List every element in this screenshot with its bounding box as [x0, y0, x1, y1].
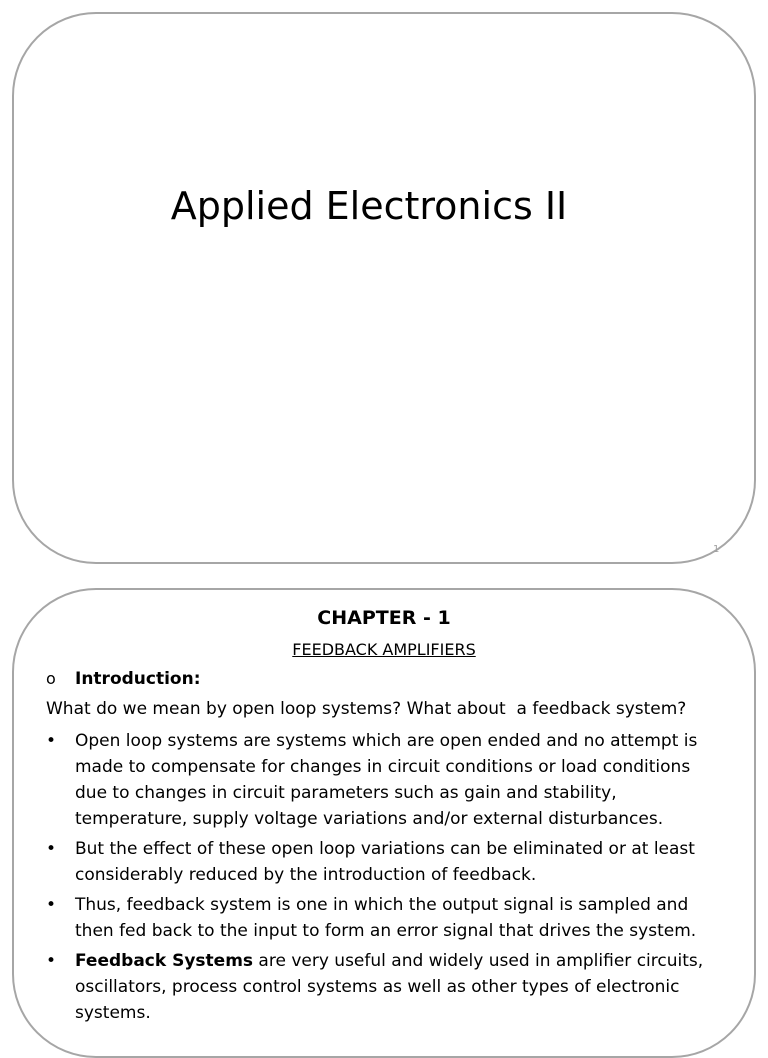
bullet-text: Open loop systems are systems which are open ended and no attempt is made to compensate for changes in circuit conditions or load conditions due to changes in circuit parameters such as gain and stability, temperature, supply voltage variations and/or external disturbances.	[75, 731, 698, 829]
bullet-icon: •	[46, 731, 57, 751]
chapter-subtitle: FEEDBACK AMPLIFIERS	[292, 640, 476, 659]
bullet-item	[46, 892, 718, 944]
bullet-text: are very useful and widely used in amplifier circuits, oscillators, process control systems as well as other types of electronic systems.	[75, 951, 704, 1023]
bullet-item	[46, 728, 718, 832]
slide-1	[12, 12, 756, 564]
bullet-list	[46, 728, 718, 1030]
slide-title: Applied Electronics II	[170, 184, 568, 228]
slide-2	[12, 588, 756, 1058]
bullet-text: But the effect of these open loop variations can be eliminated or at least considerably reduced by the introduction of feedback.	[75, 839, 695, 885]
intro-row	[46, 668, 201, 690]
bullet-text: Thus, feedback system is one in which the output signal is sampled and then fed back to the input to form an error signal that drives the system.	[75, 895, 697, 941]
bullet-bold-term: Feedback Systems	[75, 951, 254, 971]
bullet-icon: •	[46, 951, 57, 971]
chapter-heading: CHAPTER - 1	[317, 607, 451, 629]
bullet-icon: •	[46, 895, 57, 915]
bullet-item	[46, 836, 718, 888]
intro-marker: o	[46, 669, 56, 688]
page-number: 1	[713, 544, 720, 555]
intro-question: What do we mean by open loop systems? What about a feedback system?	[46, 699, 687, 719]
bullet-icon: •	[46, 839, 57, 859]
bullet-item	[46, 948, 718, 1026]
intro-label: Introduction:	[75, 669, 201, 689]
